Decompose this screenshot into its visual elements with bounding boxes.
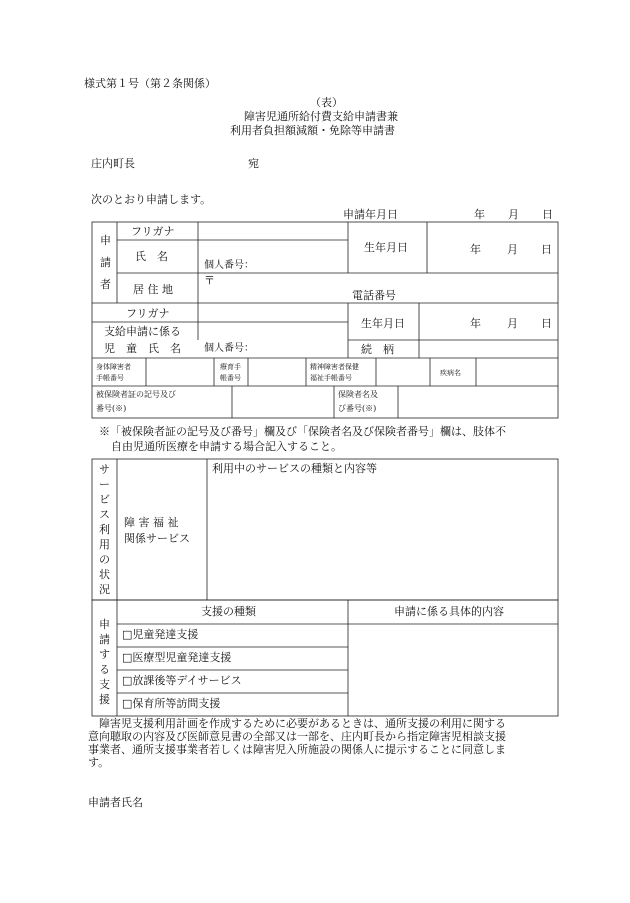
consent-line3: 事業者、通所支援事業者若しくは障害児入所施設の関係人に提示することに同意しま	[88, 743, 506, 756]
physical-handbook-label-line2: 手帳番号	[96, 374, 124, 382]
consent-line1: 障害児支援利用計画を作成するために必要があるときは、通所支援の利用に関する	[88, 717, 506, 730]
insurer-label-line2: び番号(※)	[338, 404, 377, 413]
applicant-furigana-label: フリガナ	[131, 225, 175, 238]
child-birthdate-label: 生年月日	[361, 317, 405, 330]
application-date-month: 月	[508, 208, 519, 221]
checkbox-icon: □	[122, 674, 133, 687]
checkbox-icon: □	[122, 628, 133, 641]
service-section-char: 状	[99, 568, 110, 581]
application-date-label: 申請年月日	[343, 208, 398, 221]
applicant-birth-month: 月	[507, 243, 518, 256]
service-category-line1: 障 害 福 祉	[124, 516, 179, 529]
phone-label: 電話番号	[352, 289, 396, 302]
service-section-char: 況	[99, 583, 110, 596]
rehab-handbook-label-line1: 療育手	[220, 363, 241, 371]
form-number: 様式第１号（第２条関係）	[84, 77, 216, 90]
applicant-section-char: 申	[100, 234, 111, 247]
postal-mark: 〒	[204, 274, 215, 287]
applicant-birth-day: 日	[541, 243, 552, 256]
child-birth-year: 年	[470, 317, 481, 330]
child-label-line2: 児 童 氏 名	[104, 342, 181, 355]
mental-handbook-label-line2: 福祉手帳番号	[310, 374, 352, 382]
support-option-medical-child-development[interactable]	[122, 652, 231, 663]
intro-text: 次のとおり申請します。	[91, 193, 212, 206]
addressee-suffix: 宛	[248, 157, 259, 170]
child-birth-month: 月	[507, 317, 518, 330]
support-option-label: 医療型児童発達支援	[132, 651, 232, 664]
applicant-section-char: 者	[100, 278, 111, 291]
disease-label: 疾病名	[440, 369, 461, 377]
physical-handbook-label-line1: 身体障害者	[96, 363, 131, 371]
applicant-address-label: 居 住 地	[133, 283, 173, 296]
child-label-line1: 支給申請に係る	[104, 325, 181, 338]
application-date-day: 日	[542, 208, 553, 221]
child-birth-day: 日	[541, 317, 552, 330]
form-title-line2: 利用者負担額減額・免除等申請書	[230, 124, 395, 137]
service-section-char: の	[99, 553, 110, 566]
child-personal-number-label: 個人番号：	[204, 343, 254, 354]
support-option-label: 放課後等デイサービス	[132, 674, 242, 687]
checkbox-icon: □	[122, 651, 133, 664]
support-details-header: 申請に係る具体的内容	[394, 605, 504, 618]
support-option-nursery-visit-support[interactable]	[122, 698, 220, 709]
checkbox-icon: □	[122, 697, 133, 710]
support-option-label: 児童発達支援	[132, 628, 199, 641]
rehab-handbook-label-line2: 帳番号	[220, 374, 241, 382]
form-title-line1: 障害児通所給付費支給申請書兼	[244, 110, 398, 123]
applicant-name-label: 氏 名	[135, 250, 168, 263]
front-mark: （表）	[310, 96, 343, 109]
mental-handbook-label-line1: 精神障害者保健	[310, 363, 359, 371]
support-option-child-development[interactable]	[122, 629, 198, 640]
insurer-label-line1: 保険者名及	[338, 390, 378, 399]
service-section-char: ビ	[99, 493, 110, 506]
application-date-year: 年	[474, 208, 485, 221]
service-section-char: 用	[99, 538, 110, 551]
service-section-char: ス	[99, 508, 110, 521]
child-relationship-label: 続 柄	[361, 343, 394, 356]
applicant-personal-number-label: 個人番号：	[204, 260, 254, 271]
note-line1: ※「被保険者証の記号及び番号」欄及び「保険者名及び保険者番号」欄は、肢体不	[99, 425, 506, 438]
service-category-line2: 関係サービス	[124, 532, 190, 545]
service-section-char: 利	[99, 523, 110, 536]
support-section-char: 援	[99, 693, 110, 706]
child-furigana-label: フリガナ	[126, 307, 170, 320]
insured-card-label-line2: 番号(※)	[96, 404, 127, 413]
signature-label: 申請者氏名	[88, 796, 143, 809]
insured-card-label-line1: 被保険者証の記号及び	[96, 390, 176, 399]
consent-line4: す。	[88, 756, 110, 769]
support-section-char: す	[99, 648, 110, 661]
support-option-after-school-day-service[interactable]	[122, 675, 242, 686]
support-section-char: 支	[99, 678, 110, 691]
support-types-header: 支援の種類	[201, 605, 256, 618]
service-section-char: サ	[99, 463, 110, 476]
support-section-char: 申	[99, 618, 110, 631]
service-content-label: 利用中のサービスの種類と内容等	[212, 462, 377, 475]
support-option-label: 保育所等訪問支援	[132, 697, 221, 710]
applicant-birthdate-label: 生年月日	[364, 241, 408, 254]
applicant-section-char: 請	[100, 256, 111, 269]
support-section-char: 請	[99, 633, 110, 646]
applicant-birth-year: 年	[470, 243, 481, 256]
support-section-char: る	[99, 663, 110, 676]
service-section-char: ー	[99, 478, 110, 491]
addressee-mayor: 庄内町長	[91, 157, 135, 170]
note-line2: 自由児通所医療を申請する場合記入すること。	[111, 440, 342, 453]
consent-line2: 意向聴取の内容及び医師意見書の全部又は一部を、庄内町長から指定障害児相談支援	[88, 730, 506, 743]
